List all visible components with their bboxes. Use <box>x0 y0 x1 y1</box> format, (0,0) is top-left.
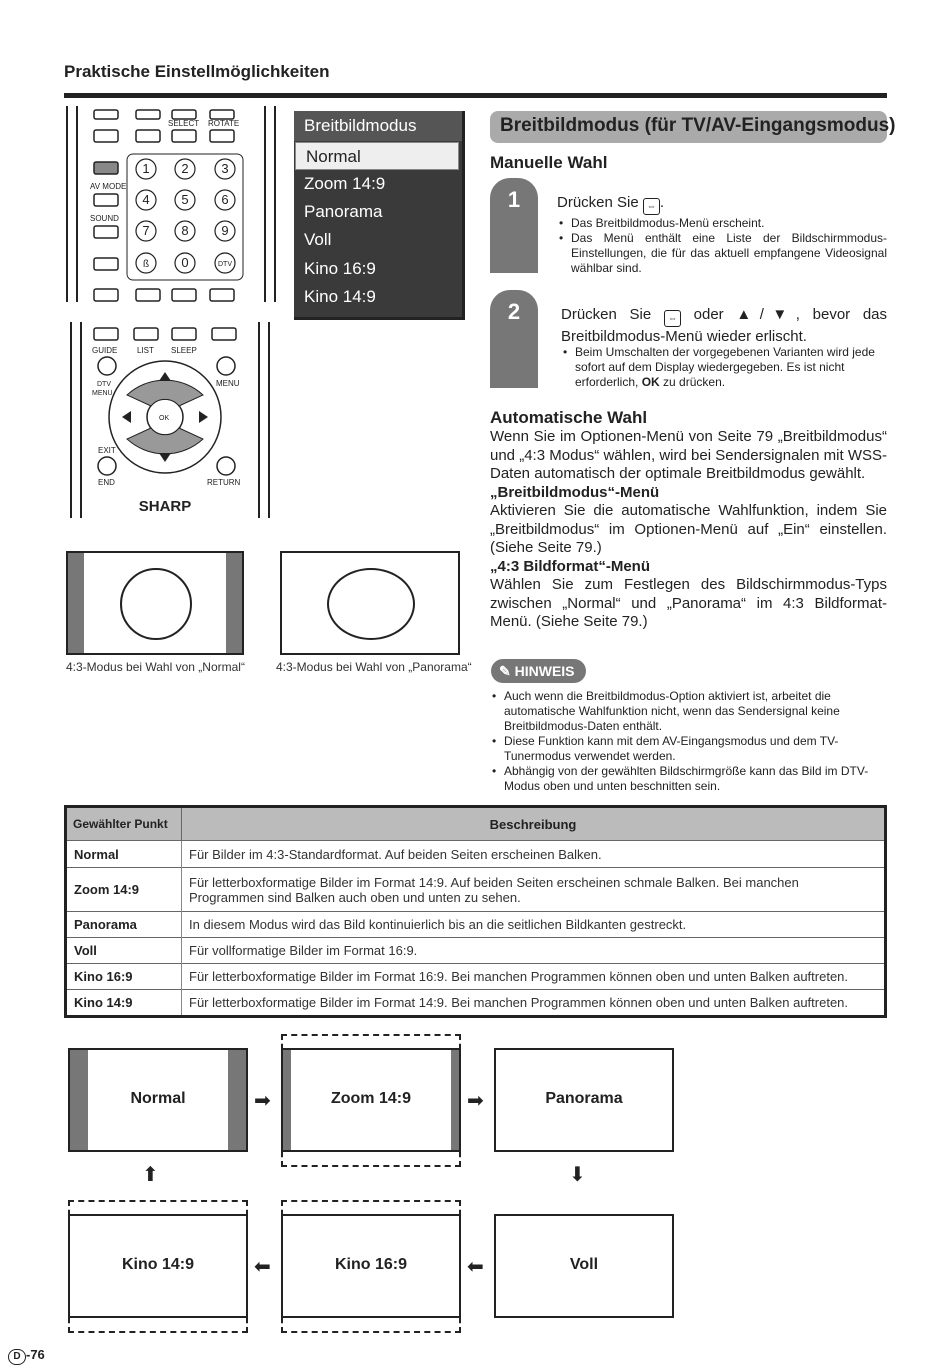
table-cell-key: Voll <box>66 938 182 964</box>
mode-description-table <box>64 805 887 1018</box>
hinweis-bullet: • Auch wenn die Breitbildmodus-Option aktiviert ist, arbeitet die automatische Wahlfunktion nicht, wenn das Sendersignal keine Breitbildmodus-Daten enthält. <box>490 689 887 734</box>
remote-digit: 6 <box>221 192 229 207</box>
arrow-down-icon: ⬇ <box>569 1164 586 1186</box>
step-2-bullets <box>561 345 887 390</box>
step-2-text <box>561 305 887 346</box>
table-row <box>66 912 886 938</box>
osd-item-kino149[interactable]: Kino 14:9 <box>304 287 376 306</box>
step-1-bullets <box>557 216 887 276</box>
arrow-left-icon: ⬅ <box>254 1256 271 1278</box>
remote-digit: 4 <box>142 192 150 207</box>
diagram-normal <box>68 1048 248 1152</box>
auto-paragraph-3: Wählen Sie zum Festlegen des Bildschirmmodus-Typs zwischen „Normal“ und „Panorama“ im 4:3 Bildformat-Menü. (Siehe Seite 79.) <box>490 576 887 630</box>
diagram-kino149 <box>68 1214 248 1318</box>
remote-digit: 8 <box>181 223 189 238</box>
osd-item-voll[interactable]: Voll <box>304 230 332 249</box>
table-cell-value: In diesem Modus wird das Bild kontinuierlich bis an die seitlichen Bildkanten gestreckt. <box>182 912 886 938</box>
remote-digit: 3 <box>221 161 229 176</box>
remote-label-sound: SOUND <box>90 214 119 223</box>
remote-digit: 2 <box>181 161 189 176</box>
manual-heading: Manuelle Wahl <box>490 153 608 172</box>
section-title: Praktische Einstellmöglichkeiten <box>64 62 330 81</box>
diagram-voll <box>494 1214 674 1318</box>
auto-body <box>490 428 887 632</box>
arrow-up-icon: ⬆ <box>142 1164 159 1186</box>
remote-label-list: LIST <box>137 346 154 355</box>
diagram-label-panorama: Panorama <box>545 1090 623 1107</box>
remote-label-avmode: AV MODE <box>90 182 127 191</box>
step-1-text-before: Drücken Sie <box>557 194 639 211</box>
osd-item-zoom149[interactable]: Zoom 14:9 <box>304 174 386 193</box>
table-cell-key: Normal <box>66 841 182 868</box>
ok-keyword: OK <box>641 375 660 389</box>
step-2-bullet-pre: Beim Umschalten der vorgegebenen Varianten wird jede sofort auf dem Display wiedergegeben. Es ist nicht erforderlich, <box>575 345 875 389</box>
breitbild-button-icon: ⇔ <box>643 198 660 215</box>
breitbildmodus-osd-menu <box>294 111 465 320</box>
table-cell-key: Kino 14:9 <box>66 990 182 1017</box>
remote-label-end: END <box>98 478 115 487</box>
table-row <box>66 938 886 964</box>
auto-paragraph-1: Wenn Sie im Optionen-Menü von Seite 79 „Breitbildmodus“ und „4:3 Modus“ wählen, wird bei Sendersignalen mit WSS-Daten automatisch der optimale Breitbildmodus gewählt. <box>490 428 887 482</box>
table-cell-value: Für letterboxformatige Bilder im Format 14:9. Auf beiden Seiten erscheinen schmale Balken. Bei manchen Programmen sind Balken auch oben und unten zu sehen. <box>182 868 886 912</box>
diagram-label-voll: Voll <box>569 1256 599 1273</box>
auto-paragraph-2: Aktivieren Sie die automatische Wahlfunktion, indem Sie „Breitbildmodus“ im Optionen-Menü auf „Ein“ einstellen. (Siehe Seite 79.) <box>490 502 887 556</box>
hinweis-label: HINWEIS <box>514 663 575 679</box>
hinweis-bullets <box>490 689 887 794</box>
diagram-label-zoom: Zoom 14:9 <box>330 1090 411 1107</box>
page-heading: Breitbildmodus (für TV/AV-Eingangsmodus) <box>500 115 896 136</box>
table-cell-value: Für letterboxformatige Bilder im Format 14:9. Bei manchen Programmen können oben und unten Balken auftreten. <box>182 990 886 1017</box>
table-row <box>66 990 886 1017</box>
remote-digit: DTV <box>218 261 232 268</box>
diagram-label-kino149: Kino 14:9 <box>121 1256 194 1273</box>
hinweis-badge <box>491 659 586 683</box>
remote-label-rotate: ROTATE <box>208 119 240 128</box>
remote-label-dtvmenu: MENU <box>92 390 113 397</box>
remote-brand: SHARP <box>138 498 192 515</box>
remote-label-guide: GUIDE <box>92 346 118 355</box>
page-number <box>8 1347 45 1365</box>
osd-item-panorama[interactable]: Panorama <box>304 202 383 221</box>
example-panorama-screen <box>280 551 460 655</box>
remote-label-sleep: SLEEP <box>171 346 197 355</box>
remote-label-exit: EXIT <box>98 446 116 455</box>
breitbild-button-icon: ⇔ <box>664 310 681 327</box>
remote-digit: 5 <box>181 192 189 207</box>
step-2-bullet <box>561 345 887 390</box>
diagram-kino169 <box>281 1214 461 1318</box>
pencil-icon: ✎ <box>499 663 511 679</box>
table-cell-value: Für letterboxformatige Bilder im Format 16:9. Bei manchen Programmen können oben und unten Balken auftreten. <box>182 964 886 990</box>
arrow-right-icon: ➡ <box>467 1090 484 1112</box>
osd-title: Breitbildmodus <box>294 111 462 141</box>
step-1-text-after: . <box>659 194 665 211</box>
remote-label-return: RETURN <box>207 478 241 487</box>
diagram-panorama <box>494 1048 674 1152</box>
step-1-bullet: • Das Breitbildmodus-Menü erscheint. <box>557 216 887 231</box>
example-normal-screen <box>66 551 244 655</box>
hinweis-bullet: • Abhängig von der gewählten Bildschirmgröße kann das Bild im DTV-Modus oben und unten beschnitten sein. <box>490 764 887 794</box>
remote-digit: 7 <box>142 223 150 238</box>
diagram-zoom149 <box>281 1048 461 1152</box>
diagram-label-normal: Normal <box>130 1090 186 1107</box>
caption-normal: 4:3-Modus bei Wahl von „Normal“ <box>66 660 245 674</box>
step-1-text <box>557 194 664 215</box>
caption-panorama: 4:3-Modus bei Wahl von „Panorama“ <box>276 660 472 674</box>
table-row <box>66 868 886 912</box>
step-2-text-b: oder ▲/▼, bevor das Breitbildmodus-Menü wieder erlischt. <box>561 306 888 345</box>
remote-label-select: SELECT <box>168 119 200 128</box>
remote-digit: 0 <box>181 255 189 270</box>
step-2-text-a: Drücken Sie <box>561 306 652 323</box>
step-2-badge: 2 <box>490 290 538 388</box>
remote-digit: 1 <box>142 161 150 176</box>
arrow-right-icon: ➡ <box>254 1090 271 1112</box>
table-row <box>66 964 886 990</box>
auto-subheading-2: „4:3 Bildformat“-Menü <box>490 557 651 575</box>
page-number-text: -76 <box>26 1347 45 1362</box>
diagram-label-kino169: Kino 16:9 <box>334 1256 407 1273</box>
step-1-bullet: • Das Menü enthält eine Liste der Bildschirmmodus-Einstellungen, die für das aktuell empfangene Videosignal wählbar sind. <box>557 231 887 276</box>
table-cell-key: Zoom 14:9 <box>66 868 182 912</box>
step-2-bullet-post: zu drücken. <box>663 375 726 389</box>
d-circle-icon: D <box>8 1349 26 1365</box>
table-cell-value: Für Bilder im 4:3-Standardformat. Auf beiden Seiten erscheinen Balken. <box>182 841 886 868</box>
remote-control-illustration <box>64 106 278 518</box>
table-cell-key: Panorama <box>66 912 182 938</box>
remote-label-dtvmenu: DTV <box>97 381 111 388</box>
osd-item-kino169[interactable]: Kino 16:9 <box>304 259 376 278</box>
table-header: Beschreibung <box>182 807 886 841</box>
hinweis-bullet: • Diese Funktion kann mit dem AV-Eingangsmodus und dem TV-Tunermodus verwendet werden. <box>490 734 887 764</box>
arrow-left-icon: ⬅ <box>467 1256 484 1278</box>
remote-label-ok: OK <box>159 415 170 422</box>
auto-heading: Automatische Wahl <box>490 408 648 427</box>
step-1-badge: 1 <box>490 178 538 273</box>
remote-label-menu: MENU <box>216 379 240 388</box>
table-header-row <box>66 807 886 841</box>
table-cell-value: Für vollformatige Bilder im Format 16:9. <box>182 938 886 964</box>
osd-item-normal[interactable]: Normal <box>295 142 459 170</box>
remote-digit: ß <box>142 259 150 270</box>
remote-digit: 9 <box>221 223 229 238</box>
table-cell-key: Kino 16:9 <box>66 964 182 990</box>
table-header: Gewählter Punkt <box>66 807 182 841</box>
table-row <box>66 841 886 868</box>
header-rule <box>64 93 887 98</box>
auto-subheading-1: „Breitbildmodus“-Menü <box>490 483 660 501</box>
